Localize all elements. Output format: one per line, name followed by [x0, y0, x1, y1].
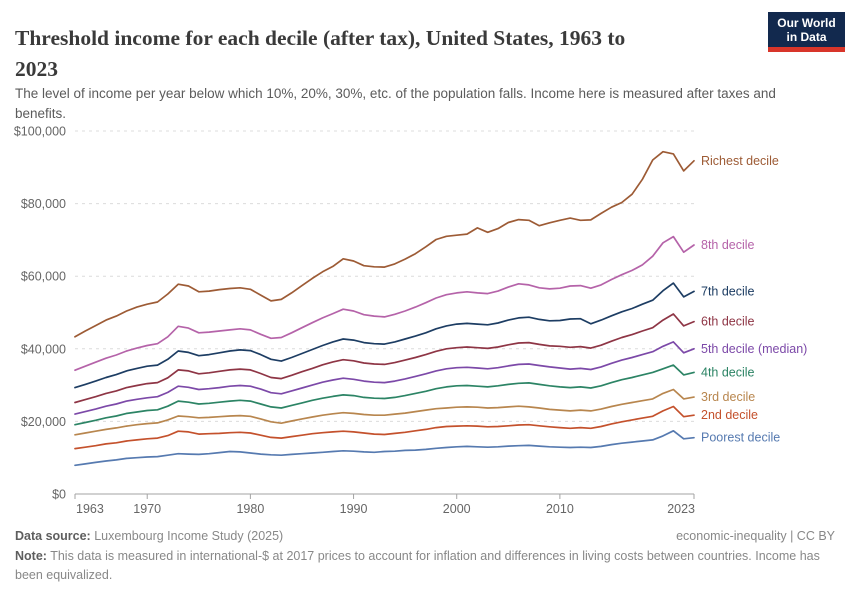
series-label-6th-decile[interactable]: 6th decile: [701, 314, 755, 329]
x-axis-tick-label: 1963: [76, 502, 104, 516]
series-line-8th-decile[interactable]: [75, 237, 694, 371]
x-axis-tick-label: 2000: [442, 502, 471, 516]
cc-by-link[interactable]: CC BY: [796, 529, 835, 543]
series-label-4th-decile[interactable]: 4th decile: [701, 365, 755, 380]
footer-links: [676, 527, 835, 546]
x-axis-tick-label: 2010: [545, 502, 574, 516]
series-label-poorest-decile[interactable]: Poorest decile: [701, 430, 781, 445]
y-axis-tick-label: $20,000: [20, 414, 66, 429]
x-axis-tick-label: 2023: [667, 502, 695, 516]
economic-inequality-link[interactable]: economic-inequality: [676, 529, 787, 543]
note-row: [15, 547, 835, 585]
page-title-line1: Threshold income for each decile (after tax), United States, 1963 to: [15, 26, 626, 51]
owid-logo-line1: Our World: [777, 16, 836, 30]
y-axis-tick-label: $60,000: [20, 269, 66, 284]
x-axis-tick-label: 1990: [339, 502, 368, 516]
series-label-2nd-decile[interactable]: 2nd decile: [701, 408, 758, 423]
page-title-line2: 2023: [15, 57, 58, 82]
data-source-row: [15, 527, 283, 546]
data-source-value: Luxembourg Income Study (2025): [94, 529, 284, 543]
owid-logo[interactable]: [768, 12, 845, 52]
x-axis-tick-label: 1970: [133, 502, 162, 516]
owid-logo-line2: in Data: [786, 30, 827, 44]
income-decile-chart[interactable]: [0, 118, 850, 520]
chart-footer: [15, 527, 835, 585]
page-title: [15, 23, 760, 85]
series-line-7th-decile[interactable]: [75, 283, 694, 388]
series-label-richest-decile[interactable]: Richest decile: [701, 153, 779, 168]
y-axis-tick-label: $40,000: [20, 342, 66, 357]
series-line-richest-decile[interactable]: [75, 152, 694, 337]
y-axis-tick-label: $0: [52, 487, 66, 502]
series-line-3rd-decile[interactable]: [75, 390, 694, 435]
series-label-8th-decile[interactable]: 8th decile: [701, 237, 755, 252]
series-label-3rd-decile[interactable]: 3rd decile: [701, 390, 756, 405]
series-label-5th-decile-median[interactable]: 5th decile (median): [701, 341, 808, 356]
note-value: This data is measured in international-$ at 2017 prices to account for inflation and differences in living costs between countries. Income has been equivalized.: [15, 549, 820, 582]
note-label: Note:: [15, 549, 47, 563]
y-axis-tick-label: $80,000: [20, 197, 66, 212]
y-axis-tick-label: $100,000: [13, 124, 66, 139]
data-source-label: Data source:: [15, 529, 91, 543]
chart-canvas[interactable]: [0, 118, 850, 520]
chart-subtitle: The level of income per year below which 10%, 20%, 30%, etc. of the population falls. Income here is measured after taxes and benefits.: [15, 85, 776, 121]
series-line-2nd-decile[interactable]: [75, 407, 694, 449]
series-label-7th-decile[interactable]: 7th decile: [701, 284, 755, 299]
link-separator: |: [790, 529, 794, 543]
x-axis-tick-label: 1980: [236, 502, 265, 516]
